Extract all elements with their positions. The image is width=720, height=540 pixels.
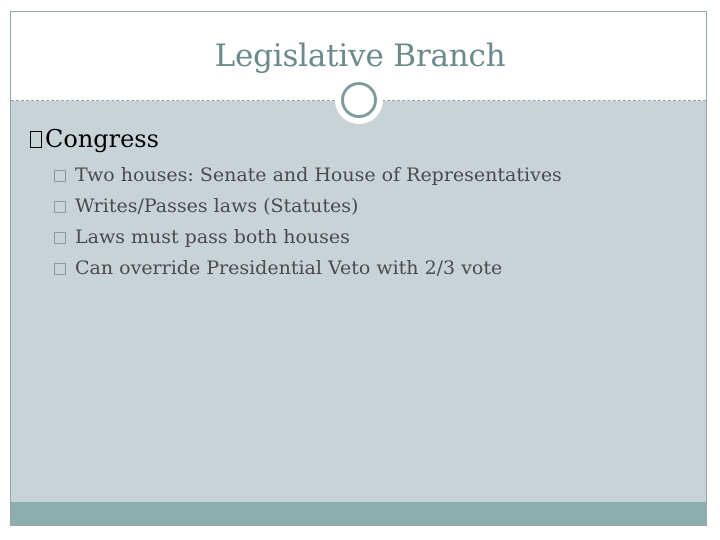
list-item-text: Laws must pass both houses	[75, 226, 350, 248]
list-item-text: Can override Presidential Veto with 2/3 vote	[75, 257, 503, 279]
heading-item	[30, 124, 159, 154]
empty-square-icon	[54, 170, 66, 182]
ring-icon	[335, 76, 383, 124]
bullet-list	[54, 160, 562, 284]
list-item	[54, 160, 562, 191]
footer-bar	[11, 502, 706, 525]
empty-square-icon	[30, 131, 42, 148]
list-item-text: Two houses: Senate and House of Representatives	[75, 164, 562, 186]
list-item	[54, 222, 562, 253]
empty-square-icon	[54, 263, 66, 275]
empty-square-icon	[54, 201, 66, 213]
heading-text: Congress	[45, 125, 159, 153]
list-item	[54, 191, 562, 222]
empty-square-icon	[54, 232, 66, 244]
list-item-text: Writes/Passes laws (Statutes)	[75, 195, 359, 217]
slide-title: Legislative Branch	[214, 38, 506, 74]
list-item	[54, 253, 562, 284]
